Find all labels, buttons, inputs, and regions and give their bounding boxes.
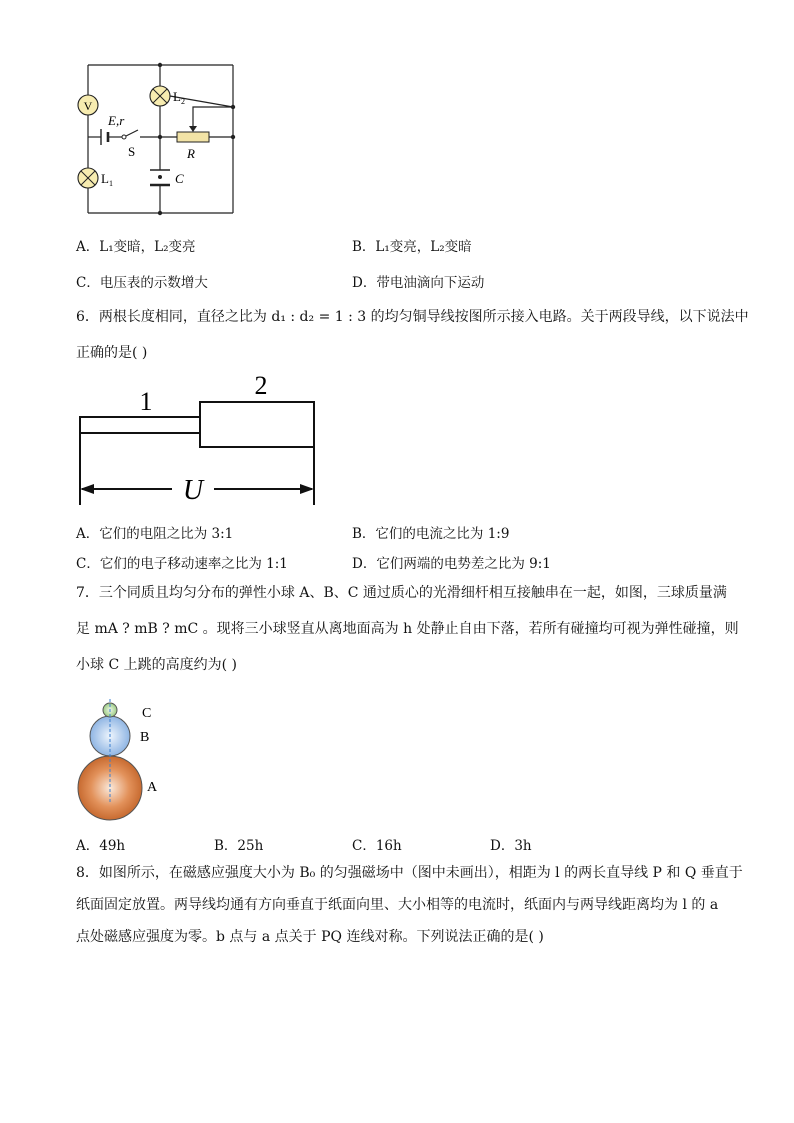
q8-stem-line1: 8．如图所示，在磁感应强度大小为 B₀ 的匀强磁场中（图中未画出），相距为 l 的两长直导线 P 和 Q 垂直于 (76, 865, 743, 881)
q6-option-d[interactable]: D．它们两端的电势差之比为 9:1 (352, 556, 551, 572)
q7-stem-line1: 7．三个同质且均匀分布的弹性小球 A、B、C 通过质心的光滑细杆相互接触串在一起，如图，三球质量满 (76, 585, 727, 601)
ball-b-label: B (140, 730, 150, 745)
q6-stem-line2: 正确的是( ) (76, 345, 148, 361)
wire2-label: 2 (254, 371, 268, 400)
emf-label: E,r (108, 113, 125, 128)
q5-option-c[interactable]: C．电压表的示数增大 (76, 275, 208, 291)
q8-stem-line3: 点处磁感应强度为零。b 点与 a 点关于 PQ 连线对称。下列说法正确的是( ) (76, 929, 544, 945)
q7-option-d[interactable]: D．3h (490, 838, 532, 854)
ball-c-label: C (142, 706, 152, 721)
q6-option-c[interactable]: C．它们的电子移动速率之比为 1:1 (76, 556, 288, 572)
q7-option-c[interactable]: C．16h (352, 838, 402, 854)
q7-stem-line3: 小球 C 上跳的高度约为( ) (76, 657, 237, 673)
lamp-l1-icon (78, 168, 98, 188)
q6-option-a[interactable]: A．它们的电阻之比为 3:1 (76, 526, 234, 542)
q5-option-b[interactable]: B．L₁变亮，L₂变暗 (352, 239, 472, 255)
lamp2-label: $L_2$ (173, 89, 185, 106)
balls-diagram (72, 695, 172, 825)
wires-diagram (72, 370, 322, 510)
q7-option-a[interactable]: A．49h (76, 838, 126, 854)
q5-option-a[interactable]: A．L₁变暗，L₂变亮 (76, 239, 196, 255)
wire1-label: 1 (139, 387, 153, 416)
q5-option-d[interactable]: D．带电油滴向下运动 (352, 275, 485, 291)
ball-a-label: A (147, 780, 158, 795)
q8-stem-line2: 纸面固定放置。两导线均通有方向垂直于纸面向里、大小相等的电流时，纸面内与两导线距离均为 l 的 a (76, 897, 719, 913)
lamp1-label: $L_1$ (101, 171, 113, 188)
q6-option-b[interactable]: B．它们的电流之比为 1:9 (352, 526, 510, 542)
lamp-l2-icon (150, 86, 170, 106)
voltmeter-label: V (83, 99, 93, 113)
capacitor-label: C (175, 171, 184, 186)
q7-option-b[interactable]: B．25h (214, 838, 264, 854)
switch-label: S (128, 144, 136, 159)
resistor-label: R (187, 146, 195, 161)
q7-stem-line2: 足 mA ? mB ? mC 。现将三小球竖直从离地面高为 h 处静止自由下落，若所有碰撞均可视为弹性碰撞，则 (76, 621, 739, 637)
voltage-label: U (182, 475, 204, 506)
circuit-diagram (70, 55, 250, 220)
q6-stem-line1: 6．两根长度相同，直径之比为 d₁ : d₂ = 1 : 3 的均匀铜导线按图所示接入电路。关于两段导线，以下说法中 (76, 309, 749, 325)
